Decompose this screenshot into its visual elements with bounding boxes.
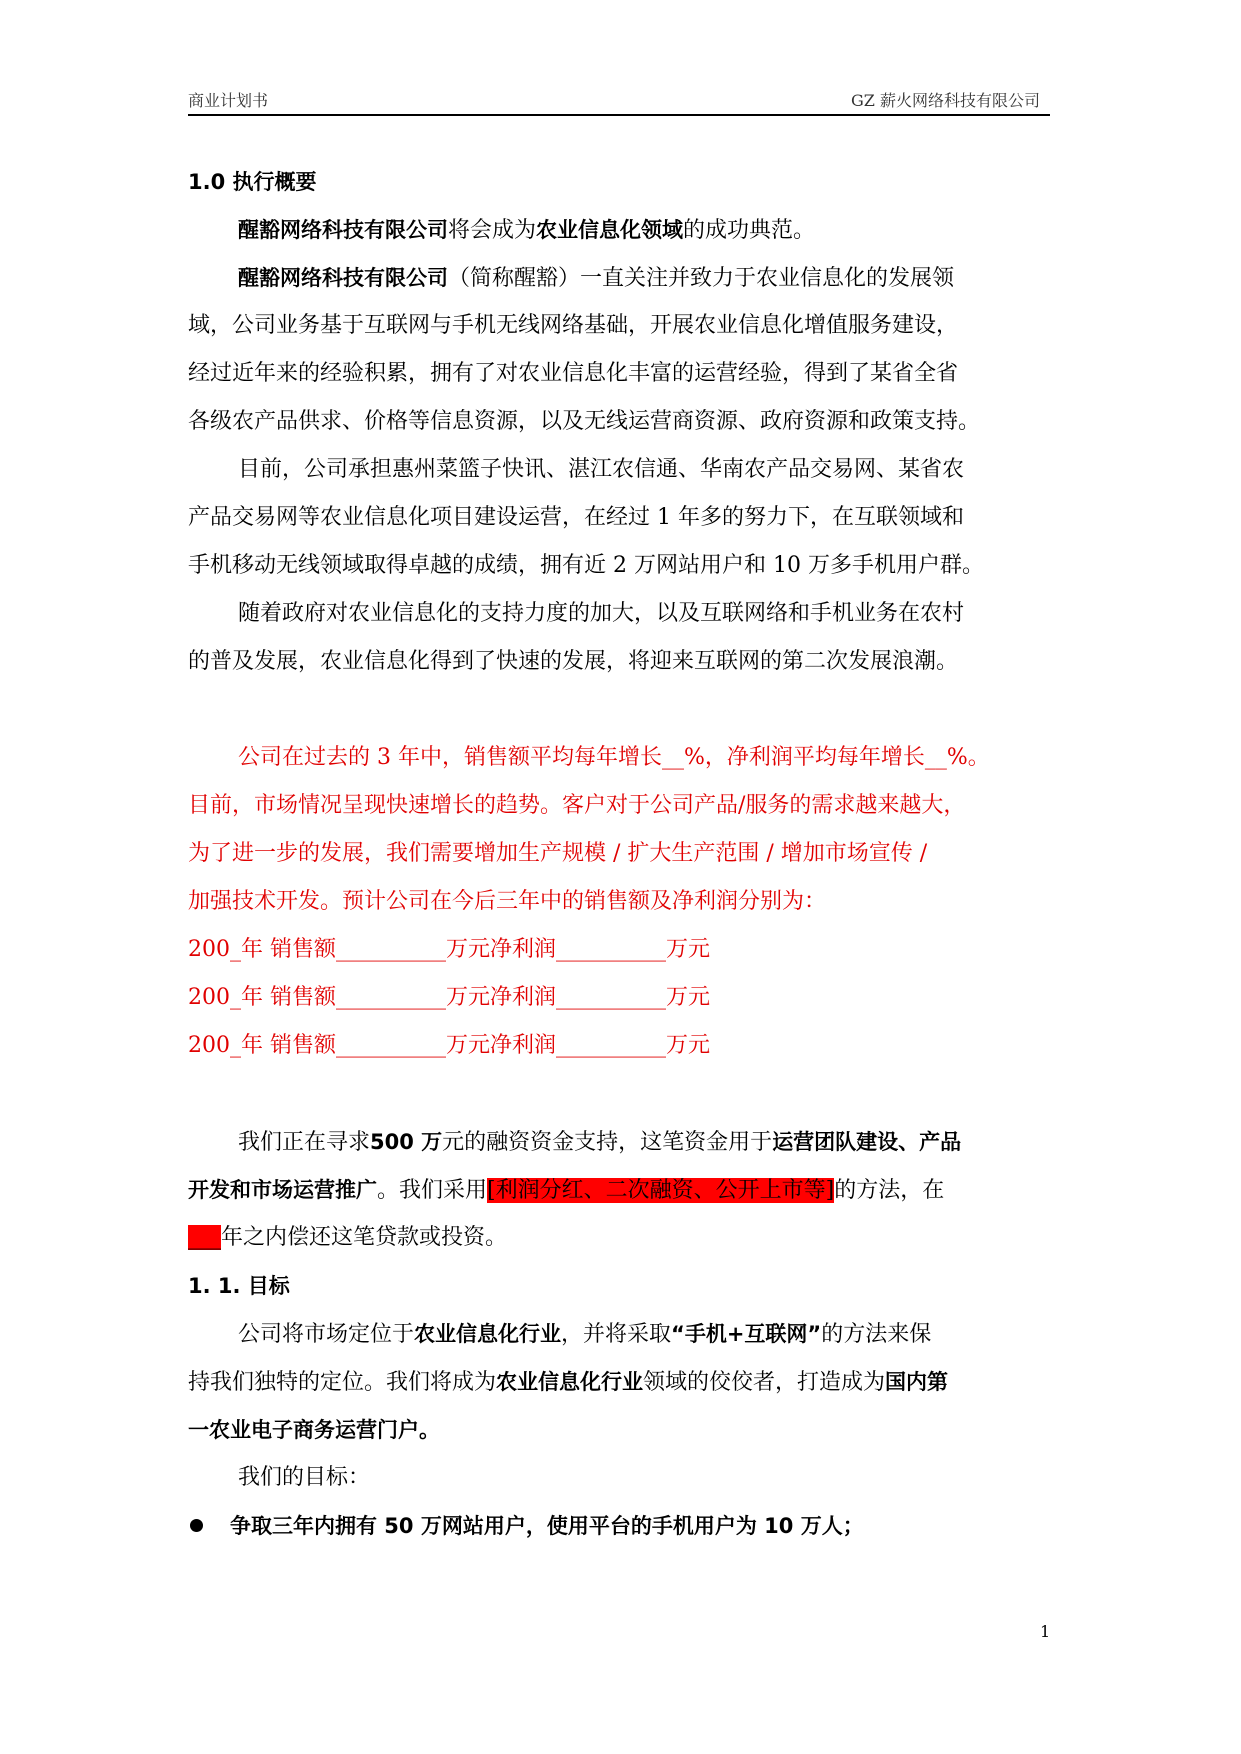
text-span: 的方法来保	[821, 1322, 932, 1347]
paragraph-3-line-1: 目前，公司承担惠州菜篮子快讯、湛江农信通、华南农产品交易网、某省农	[238, 457, 965, 482]
paragraph-4-line-2: 的普及发展，农业信息化得到了快速的发展，将迎来互联网的第二次发展浪潮。	[188, 649, 959, 674]
text-span: 将会成为	[448, 218, 537, 243]
text-span: 的成功典范。	[683, 218, 816, 243]
red-paragraph-line-3: 为了进一步的发展，我们需要增加生产规模 / 扩大生产范围 / 增加市场宣传 /	[188, 841, 928, 866]
list-item	[188, 1502, 1056, 1550]
company-name-bold: 醒豁网络科技有限公司	[238, 266, 448, 290]
page-number: 1	[1040, 1622, 1051, 1641]
text-span: 元的融资资金支持，这笔资金用于	[442, 1130, 773, 1155]
section-title-1-1: 1. 1. 目标	[188, 1274, 290, 1298]
industry-bold: 农业信息化行业	[496, 1370, 644, 1394]
paragraph-1	[188, 206, 1056, 254]
highlighted-method: [利润分红、二次融资、公开上市等]	[487, 1178, 835, 1203]
forecast-row: 200_年 销售额__________万元净利润__________万元	[188, 1033, 710, 1058]
red-paragraph-line-4: 加强技术开发。预计公司在今后三年中的销售额及净利润分别为：	[188, 889, 827, 914]
header-doc-title: 商业计划书	[188, 91, 269, 110]
company-name-bold: 醒豁网络科技有限公司	[238, 218, 448, 242]
red-paragraph-line-2: 目前，市场情况呈现快速增长的趋势。客户对于公司产品/服务的需求越来越大，	[188, 793, 966, 818]
target-bold: 国内第	[885, 1370, 949, 1394]
forecast-row: 200_年 销售额__________万元净利润__________万元	[188, 985, 710, 1010]
paragraph-2-line-4: 各级农产品供求、价格等信息资源，以及无线运营商资源、政府资源和政策支持。	[188, 409, 981, 434]
goal-paragraph-line-3: 一农业电子商务运营门户。	[188, 1418, 440, 1442]
goals-intro: 我们的目标：	[238, 1465, 371, 1490]
text-span: 我们正在寻求	[238, 1130, 371, 1155]
approach-bold: “手机+互联网”	[671, 1322, 822, 1346]
paragraph-4-line-1: 随着政府对农业信息化的支持力度的加大，以及互联网络和手机业务在农村	[238, 601, 965, 626]
text-span: 持我们独特的定位。我们将成为	[188, 1370, 497, 1395]
spacer	[188, 686, 1056, 734]
document-body	[188, 158, 1056, 1550]
red-paragraph-line-1: 公司在过去的 3 年中，销售额平均每年增长__%，净利润平均每年增长__%。	[238, 745, 990, 770]
highlighted-blank: ___	[188, 1225, 221, 1250]
text-span: 。我们采用	[377, 1178, 488, 1203]
use-of-funds-bold: 运营团队建设、产品	[772, 1130, 962, 1154]
section-title-1-0: 1.0 执行概要	[188, 170, 317, 194]
paragraph-5-line-3	[188, 1214, 1056, 1262]
industry-bold: 农业信息化行业	[414, 1322, 562, 1346]
paragraph-3-line-3: 手机移动无线领域取得卓越的成绩，拥有近 2 万网站用户和 10 万多手机用户群。	[188, 553, 984, 578]
page-header	[188, 86, 1050, 116]
list-item-text: 争取三年内拥有 50 万网站用户，使用平台的手机用户为 10 万人；	[230, 1514, 864, 1538]
header-company-name: GZ 薪火网络科技有限公司	[851, 91, 1040, 110]
text-span: 的方法，在	[834, 1178, 945, 1203]
text-span: ，并将采取	[561, 1322, 672, 1347]
text-span: （简称醒豁）一直关注并致力于农业信息化的发展领	[448, 266, 955, 291]
spacer	[188, 1070, 1056, 1118]
text-span: 领域的佼佼者，打造成为	[643, 1370, 886, 1395]
amount-bold: 500 万	[370, 1130, 443, 1154]
paragraph-5-line-1	[188, 1118, 1056, 1166]
use-of-funds-bold: 开发和市场运营推广	[188, 1178, 377, 1202]
text-span: 年之内偿还这笔贷款或投资。	[221, 1225, 508, 1250]
forecast-row: 200_年 销售额__________万元净利润__________万元	[188, 937, 710, 962]
bullet-icon	[190, 1519, 203, 1532]
paragraph-5-line-2	[188, 1166, 1056, 1214]
goal-paragraph-line-1	[188, 1310, 1056, 1358]
paragraph-2-line-1	[188, 254, 1056, 302]
paragraph-2-line-2: 域，公司业务基于互联网与手机无线网络基础，开展农业信息化增值服务建设，	[188, 313, 959, 338]
text-span: 公司将市场定位于	[238, 1322, 415, 1347]
goal-paragraph-line-2	[188, 1358, 1056, 1406]
paragraph-2-line-3: 经过近年来的经验积累，拥有了对农业信息化丰富的运营经验，得到了某省全省	[188, 361, 959, 386]
domain-bold: 农业信息化领域	[536, 218, 684, 242]
paragraph-3-line-2: 产品交易网等农业信息化项目建设运营，在经过 1 年多的努力下，在互联领域和	[188, 505, 964, 530]
